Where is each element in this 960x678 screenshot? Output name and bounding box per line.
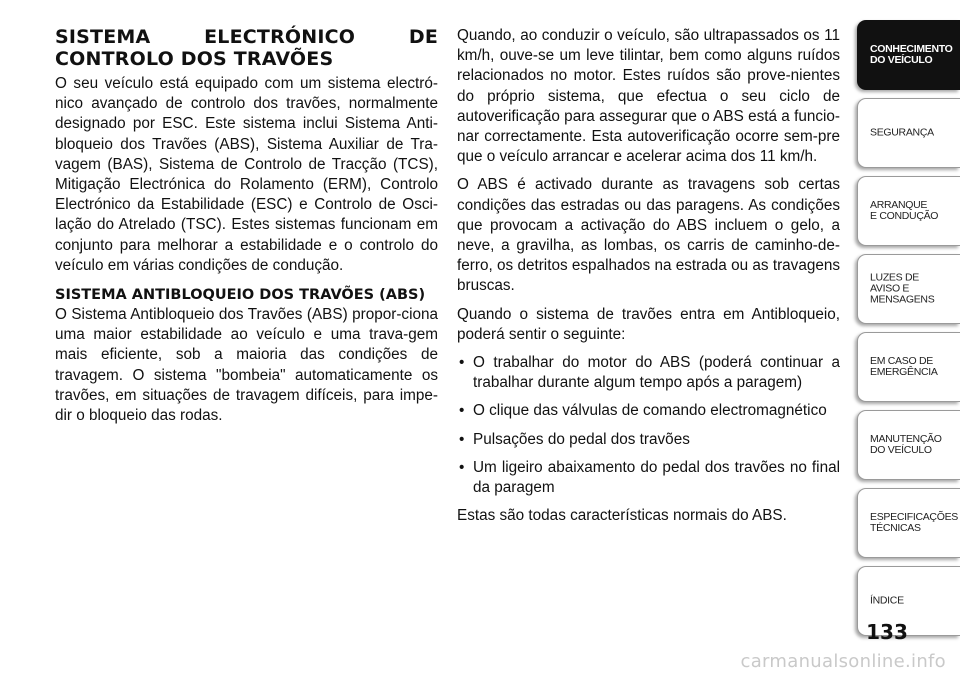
tab-label: EM CASO DE EMERGÊNCIA	[870, 355, 938, 378]
list-item: • O trabalhar do motor do ABS (poderá continuar a trabalhar durante algum tempo após a paragem)	[457, 353, 840, 393]
tab-luzes-de-aviso[interactable]	[857, 254, 960, 324]
tab-label: CONHECIMENTO DO VEÍCULO	[870, 43, 953, 66]
right-column	[457, 26, 840, 534]
activation-paragraph: O ABS é activado durante as travagens sob certas condições das estradas ou das paragens. As condições que provocam a activação do ABS incluem o gelo, a neve, a gravilha, as lombas, os carris de caminho-de-ferro, os detritos espalhados na estrada ou as travagens bruscas.	[457, 176, 840, 295]
tab-label: ÍNDICE	[870, 594, 904, 607]
sensations-list	[457, 353, 840, 498]
abs-paragraph: O Sistema Antibloqueio dos Travões (ABS) propor-ciona uma maior estabilidade ao veículo e uma trava-gem mais eficiente, sob a maioria das condições de travagem. O sistema "bombeia" automaticamente os travões, em situações de travagem difíceis, para impe-dir o bloqueio das rodas.	[55, 306, 438, 425]
tab-label: MANUTENÇÃO DO VEÍCULO	[870, 433, 942, 456]
tab-em-caso-de-emergencia[interactable]	[857, 332, 960, 402]
tab-label: LUZES DE AVISO E MENSAGENS	[870, 271, 935, 306]
tab-conhecimento-do-veiculo[interactable]	[857, 20, 960, 90]
tab-label: ESPECIFICAÇÕES TÉCNICAS	[870, 511, 958, 534]
abs-subheading: SISTEMA ANTIBLOQUEIO DOS TRAVÕES (ABS)	[55, 287, 426, 304]
self-check-paragraph: Quando, ao conduzir o veículo, são ultrapassados os 11 km/h, ouve-se um leve tilintar, bem como alguns ruídos relacionados no motor. Estes ruídos são prove-nientes do próprio sistema, que efectua o seu ciclo de autoverificação para assegurar que o ABS está a funcio-nar correctamente. Esta autoverificação ocorre sem-pre que o veículo arrancar e acelerar acima dos 11 km/h.	[457, 27, 840, 166]
closing-paragraph: Estas são todas características normais do ABS.	[457, 507, 787, 525]
tab-especificacoes-tecnicas[interactable]	[857, 488, 960, 558]
tab-seguranca[interactable]	[857, 98, 960, 168]
tab-label: SEGURANÇA	[870, 126, 934, 139]
tab-manutencao-do-veiculo[interactable]	[857, 410, 960, 480]
sensations-intro: Quando o sistema de travões entra em Antibloqueio, poderá sentir o seguinte:	[457, 305, 840, 343]
watermark: carmanualsonline.info	[740, 651, 946, 672]
tab-arranque-e-conducao[interactable]	[857, 176, 960, 246]
list-item: • Um ligeiro abaixamento do pedal dos travões no final da paragem	[457, 458, 840, 498]
list-item: • O clique das válvulas de comando electromagnético	[457, 401, 840, 421]
section-heading: SISTEMA ELECTRÓNICO DE CONTROLO DOS TRAVÕES	[55, 26, 438, 70]
chapter-tabs	[857, 20, 960, 644]
intro-paragraph: O seu veículo está equipado com um sistema electró-nico avançado de controlo dos travões, normalmente designado por ESC. Este sistema inclui Sistema Anti-bloqueio dos Travões (ABS), Sistema Auxiliar de Tra-vagem (BAS), Sistema de Controlo de Tracção (TCS), Mitigação Electrónica do Rolamento (ERM), Controlo Electrónico da Estabilidade (ESC) e Controlo de Osci-lação do Atrelado (TSC). Estes sistemas funcionam em conjunto para melhorar a estabilidade e o controlo do veículo em várias condições de condução.	[55, 75, 438, 274]
page-number: 133	[866, 620, 908, 644]
list-item: • Pulsações do pedal dos travões	[457, 430, 840, 450]
tab-label: ARRANQUE E CONDUÇÃO	[870, 199, 939, 222]
left-column	[55, 26, 438, 434]
